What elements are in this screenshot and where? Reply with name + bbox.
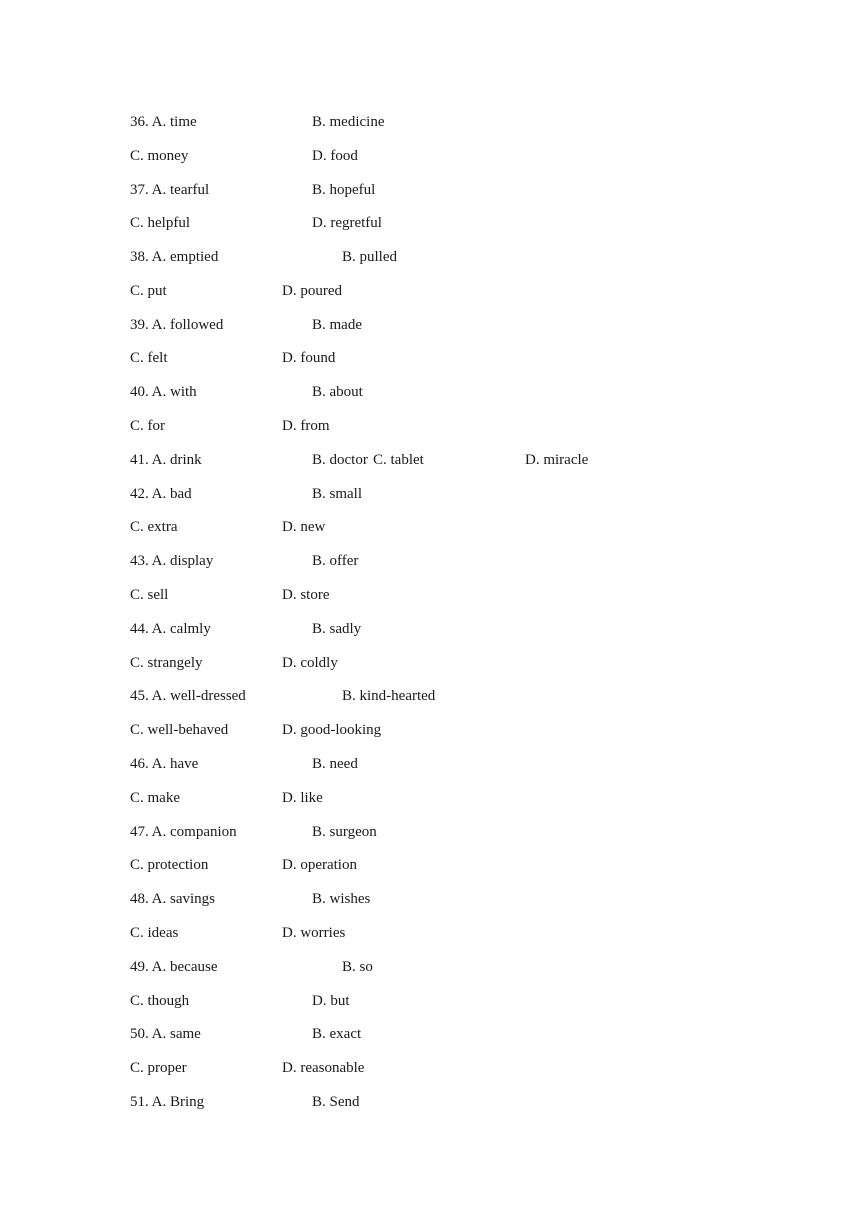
option-b: B. hopeful xyxy=(312,182,376,198)
option-b: B. pulled xyxy=(342,249,397,265)
question-37-options-ab xyxy=(0,180,860,200)
option-d: D. regretful xyxy=(312,215,382,231)
option-d: D. coldly xyxy=(282,655,338,671)
option-d: D. like xyxy=(282,790,323,806)
question-42-options-ab xyxy=(0,484,860,504)
question-47-options-cd xyxy=(0,855,860,875)
question-50-options-ab xyxy=(0,1024,860,1044)
option-a: 37. A. tearful xyxy=(130,182,210,198)
option-d: D. poured xyxy=(282,283,342,299)
question-37-options-cd xyxy=(0,213,860,233)
question-50-options-cd xyxy=(0,1058,860,1078)
option-c: C. put xyxy=(130,283,167,299)
option-b: B. Send xyxy=(312,1094,360,1110)
question-45-options-ab xyxy=(0,686,860,706)
option-d: D. food xyxy=(312,148,358,164)
question-36-options-cd xyxy=(0,146,860,166)
option-b: B. medicine xyxy=(312,114,385,130)
question-40-options-ab xyxy=(0,382,860,402)
question-42-options-cd xyxy=(0,517,860,537)
option-a: 43. A. display xyxy=(130,553,214,569)
question-38-options-ab xyxy=(0,247,860,267)
option-d: D. worries xyxy=(282,925,346,941)
option-a: 44. A. calmly xyxy=(130,621,211,637)
option-d: D. store xyxy=(282,587,330,603)
question-39-options-ab xyxy=(0,315,860,335)
option-d: D. found xyxy=(282,350,336,366)
option-b: B. exact xyxy=(312,1026,362,1042)
option-a: 51. A. Bring xyxy=(130,1094,205,1110)
option-a: 41. A. drink xyxy=(130,452,202,468)
option-a: 46. A. have xyxy=(130,756,199,772)
option-b: B. sadly xyxy=(312,621,362,637)
option-a: 40. A. with xyxy=(130,384,197,400)
question-49-options-ab xyxy=(0,957,860,977)
option-c: C. for xyxy=(130,418,165,434)
question-44-options-cd xyxy=(0,653,860,673)
option-b: B. need xyxy=(312,756,358,772)
question-48-options-ab xyxy=(0,889,860,909)
question-45-options-cd xyxy=(0,720,860,740)
option-c: C. money xyxy=(130,148,189,164)
option-d: D. but xyxy=(312,993,350,1009)
option-c: C. tablet xyxy=(373,452,424,468)
question-36-options-ab xyxy=(0,112,860,132)
option-c: C. proper xyxy=(130,1060,187,1076)
question-38-options-cd xyxy=(0,281,860,301)
option-d: D. miracle xyxy=(525,452,589,468)
question-46-options-ab xyxy=(0,754,860,774)
option-c: C. strangely xyxy=(130,655,203,671)
question-43-options-ab xyxy=(0,551,860,571)
option-b: B. offer xyxy=(312,553,359,569)
option-d: D. from xyxy=(282,418,330,434)
option-b: B. about xyxy=(312,384,363,400)
option-b: B. small xyxy=(312,486,363,502)
option-a: 36. A. time xyxy=(130,114,197,130)
question-51-options-ab xyxy=(0,1092,860,1112)
question-47-options-ab xyxy=(0,822,860,842)
option-c: C. though xyxy=(130,993,190,1009)
question-43-options-cd xyxy=(0,585,860,605)
question-44-options-ab xyxy=(0,619,860,639)
option-b: B. so xyxy=(342,959,373,975)
option-a: 38. A. emptied xyxy=(130,249,219,265)
option-c: C. ideas xyxy=(130,925,179,941)
question-39-options-cd xyxy=(0,348,860,368)
option-c: C. well-behaved xyxy=(130,722,229,738)
option-b: B. wishes xyxy=(312,891,371,907)
option-b: B. made xyxy=(312,317,362,333)
question-41-options xyxy=(0,450,860,470)
question-48-options-cd xyxy=(0,923,860,943)
option-a: 49. A. because xyxy=(130,959,218,975)
option-c: C. sell xyxy=(130,587,169,603)
option-d: D. operation xyxy=(282,857,357,873)
question-46-options-cd xyxy=(0,788,860,808)
question-49-options-cd xyxy=(0,991,860,1011)
option-c: C. protection xyxy=(130,857,209,873)
option-c: C. extra xyxy=(130,519,178,535)
option-b: B. kind-hearted xyxy=(342,688,436,704)
option-a: 42. A. bad xyxy=(130,486,192,502)
option-b: B. doctor xyxy=(312,452,368,468)
option-d: D. new xyxy=(282,519,326,535)
option-c: C. make xyxy=(130,790,180,806)
option-a: 50. A. same xyxy=(130,1026,201,1042)
question-40-options-cd xyxy=(0,416,860,436)
option-a: 39. A. followed xyxy=(130,317,224,333)
option-a: 47. A. companion xyxy=(130,824,237,840)
option-b: B. surgeon xyxy=(312,824,377,840)
option-c: C. helpful xyxy=(130,215,190,231)
option-a: 45. A. well-dressed xyxy=(130,688,246,704)
option-d: D. good-looking xyxy=(282,722,382,738)
option-d: D. reasonable xyxy=(282,1060,365,1076)
option-a: 48. A. savings xyxy=(130,891,216,907)
option-c: C. felt xyxy=(130,350,168,366)
